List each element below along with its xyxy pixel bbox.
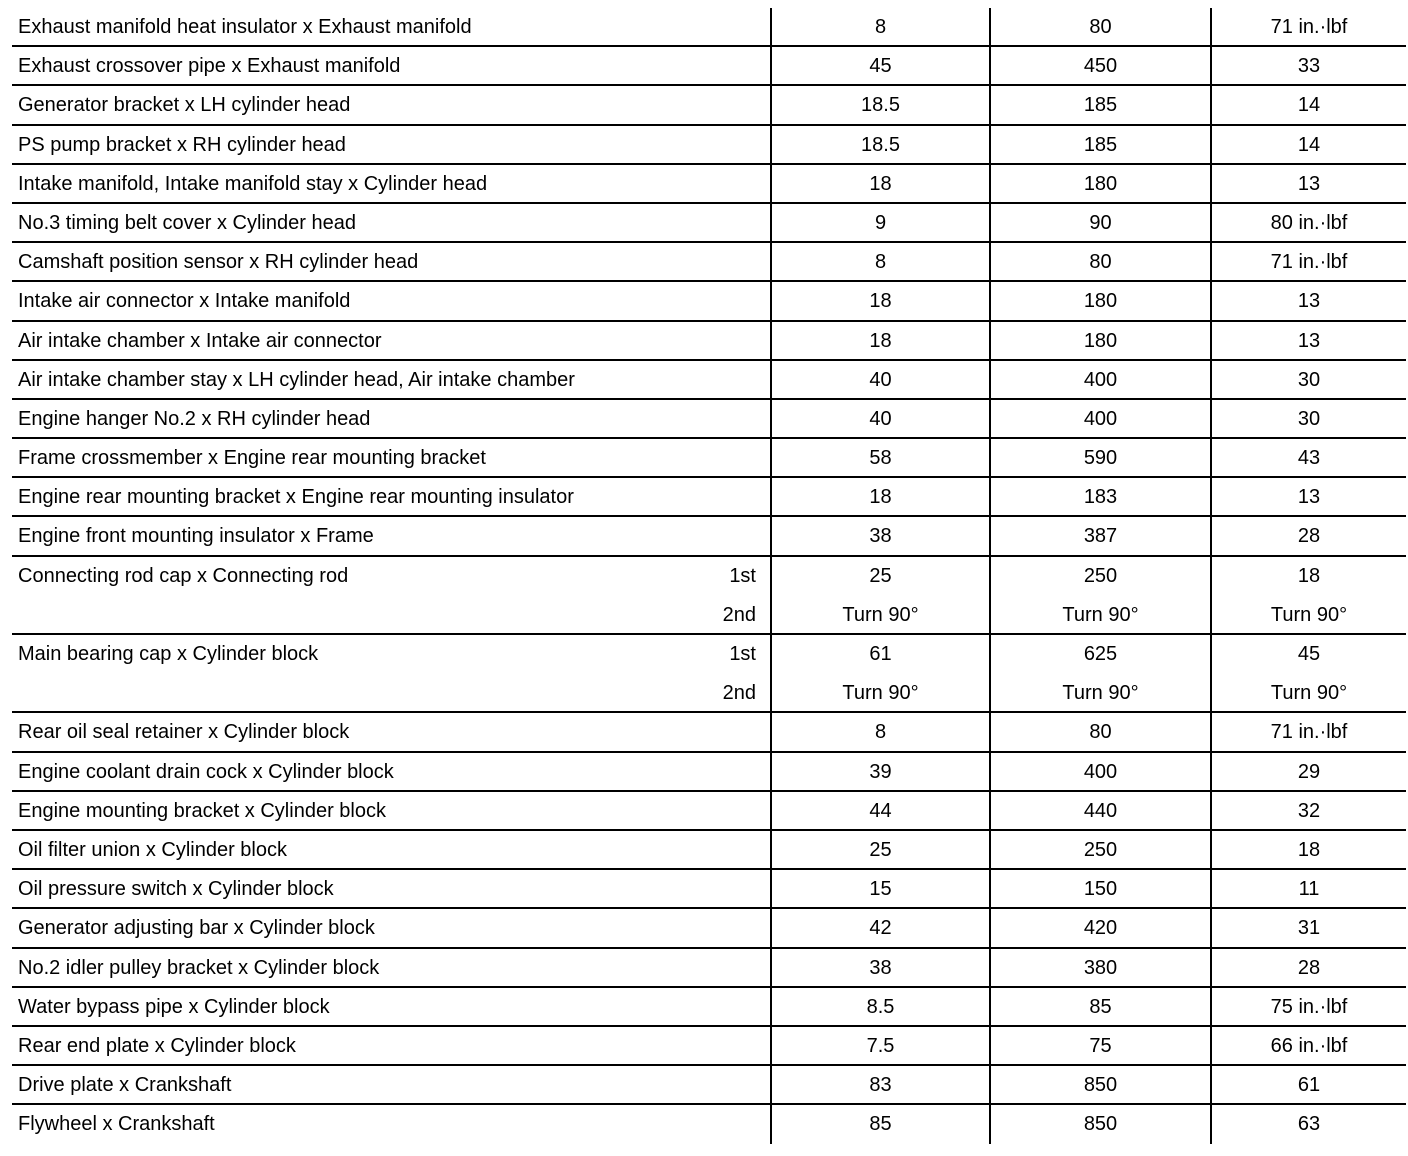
part-cell: [12, 596, 692, 633]
torque-nm-cell: Turn 90°: [770, 596, 989, 633]
part-cell: Frame crossmember x Engine rear mounting bracket: [18, 447, 486, 470]
table-row: [12, 204, 1406, 243]
table-row: [12, 949, 1406, 988]
part-cell: [12, 674, 692, 711]
part-cell: Engine rear mounting bracket x Engine rear mounting insulator: [18, 486, 574, 509]
table-row: [12, 8, 1406, 47]
step-cell: [692, 1066, 770, 1103]
part-cell: Rear oil seal retainer x Cylinder block: [18, 721, 350, 744]
torque-nm-cell: 39: [770, 753, 989, 790]
torque-ft-lbf-cell: 32: [1210, 792, 1406, 829]
torque-kgf-cm-cell: 400: [989, 361, 1210, 398]
part-cell: Intake air connector x Intake manifold: [18, 290, 351, 313]
part-cell: Engine front mounting insulator x Frame: [18, 525, 374, 548]
table-row: [12, 1066, 1406, 1105]
torque-kgf-cm-cell: 185: [989, 86, 1210, 123]
torque-kgf-cm-cell: 183: [989, 478, 1210, 515]
torque-ft-lbf-cell: 30: [1210, 400, 1406, 437]
torque-ft-lbf-cell: 13: [1210, 478, 1406, 515]
step-cell: [692, 400, 770, 437]
torque-nm-cell: 25: [770, 557, 989, 596]
torque-nm-cell: 15: [770, 870, 989, 907]
part-cell: Air intake chamber x Intake air connector: [18, 329, 382, 352]
part-cell: Camshaft position sensor x RH cylinder head: [18, 251, 419, 274]
torque-nm-cell: 8: [770, 713, 989, 750]
torque-ft-lbf-cell: Turn 90°: [1210, 596, 1406, 633]
step-cell: [692, 361, 770, 398]
torque-ft-lbf-cell: 75 in.·lbf: [1210, 988, 1406, 1025]
torque-nm-cell: 44: [770, 792, 989, 829]
step-cell: [692, 831, 770, 868]
table-row: [12, 753, 1406, 792]
torque-nm-cell: 85: [770, 1105, 989, 1144]
step-cell: [692, 909, 770, 946]
torque-nm-cell: 18: [770, 478, 989, 515]
torque-kgf-cm-cell: 400: [989, 753, 1210, 790]
torque-nm-cell: 18: [770, 322, 989, 359]
torque-kgf-cm-cell: 387: [989, 517, 1210, 554]
torque-kgf-cm-cell: 420: [989, 909, 1210, 946]
torque-ft-lbf-cell: 31: [1210, 909, 1406, 946]
torque-nm-cell: 40: [770, 400, 989, 437]
torque-nm-cell: 83: [770, 1066, 989, 1103]
part-cell: No.2 idler pulley bracket x Cylinder block: [18, 956, 380, 979]
step-cell: [692, 988, 770, 1025]
torque-kgf-cm-cell: 625: [989, 635, 1210, 674]
step-cell: [692, 1027, 770, 1064]
torque-kgf-cm-cell: 250: [989, 831, 1210, 868]
torque-spec-table: [12, 8, 1406, 1144]
torque-nm-cell: 18: [770, 282, 989, 319]
torque-kgf-cm-cell: 75: [989, 1027, 1210, 1064]
torque-kgf-cm-cell: 380: [989, 949, 1210, 986]
table-row: [12, 792, 1406, 831]
table-row: [12, 86, 1406, 125]
torque-nm-cell: 58: [770, 439, 989, 476]
torque-ft-lbf-cell: 28: [1210, 949, 1406, 986]
torque-nm-cell: 61: [770, 635, 989, 674]
part-cell: Engine mounting bracket x Cylinder block: [18, 799, 386, 822]
table-row: [12, 322, 1406, 361]
torque-kgf-cm-cell: Turn 90°: [989, 674, 1210, 711]
torque-kgf-cm-cell: 80: [989, 713, 1210, 750]
torque-kgf-cm-cell: 440: [989, 792, 1210, 829]
step-cell: [692, 282, 770, 319]
torque-kgf-cm-cell: 850: [989, 1105, 1210, 1144]
table-row: [12, 517, 1406, 556]
step-cell: [692, 8, 770, 45]
table-row: [12, 831, 1406, 870]
table-row: [12, 557, 1406, 596]
torque-kgf-cm-cell: 850: [989, 1066, 1210, 1103]
torque-ft-lbf-cell: 71 in.·lbf: [1210, 8, 1406, 45]
torque-kgf-cm-cell: 90: [989, 204, 1210, 241]
torque-nm-cell: 8: [770, 243, 989, 280]
step-cell: [692, 439, 770, 476]
step-cell: [692, 949, 770, 986]
torque-nm-cell: Turn 90°: [770, 674, 989, 711]
torque-ft-lbf-cell: 71 in.·lbf: [1210, 713, 1406, 750]
torque-kgf-cm-cell: 80: [989, 8, 1210, 45]
torque-nm-cell: 18.5: [770, 126, 989, 163]
torque-ft-lbf-cell: 63: [1210, 1105, 1406, 1144]
torque-kgf-cm-cell: 80: [989, 243, 1210, 280]
torque-nm-cell: 45: [770, 47, 989, 84]
table-row: [12, 478, 1406, 517]
part-cell: Exhaust crossover pipe x Exhaust manifold: [18, 55, 401, 78]
table-row: [12, 988, 1406, 1027]
part-cell: Air intake chamber stay x LH cylinder head, Air intake chamber: [18, 368, 575, 391]
table-row: [12, 361, 1406, 400]
table-row: [12, 243, 1406, 282]
part-cell: Drive plate x Crankshaft: [18, 1074, 232, 1097]
torque-ft-lbf-cell: 61: [1210, 1066, 1406, 1103]
torque-nm-cell: 42: [770, 909, 989, 946]
torque-ft-lbf-cell: 43: [1210, 439, 1406, 476]
torque-kgf-cm-cell: 85: [989, 988, 1210, 1025]
step-cell: 2nd: [722, 603, 756, 626]
table-row: [12, 126, 1406, 165]
part-cell: Oil filter union x Cylinder block: [18, 838, 287, 861]
torque-ft-lbf-cell: 29: [1210, 753, 1406, 790]
step-cell: [692, 322, 770, 359]
step-cell: [692, 1105, 770, 1144]
torque-nm-cell: 18.5: [770, 86, 989, 123]
torque-kgf-cm-cell: 180: [989, 282, 1210, 319]
torque-kgf-cm-cell: 180: [989, 165, 1210, 202]
part-cell: Rear end plate x Cylinder block: [18, 1034, 296, 1057]
torque-kgf-cm-cell: Turn 90°: [989, 596, 1210, 633]
step-cell: [692, 243, 770, 280]
part-cell: Generator adjusting bar x Cylinder block: [18, 917, 375, 940]
step-cell: [692, 47, 770, 84]
torque-ft-lbf-cell: 30: [1210, 361, 1406, 398]
part-cell: Main bearing cap x Cylinder block: [18, 643, 319, 665]
table-row: [12, 400, 1406, 439]
table-row: [12, 165, 1406, 204]
step-cell: [692, 478, 770, 515]
torque-kgf-cm-cell: 180: [989, 322, 1210, 359]
torque-ft-lbf-cell: 18: [1210, 557, 1406, 596]
torque-ft-lbf-cell: 66 in.·lbf: [1210, 1027, 1406, 1064]
table-row: [12, 596, 1406, 635]
torque-nm-cell: 8.5: [770, 988, 989, 1025]
torque-ft-lbf-cell: 33: [1210, 47, 1406, 84]
torque-nm-cell: 38: [770, 949, 989, 986]
part-cell: Water bypass pipe x Cylinder block: [18, 995, 330, 1018]
part-cell: Intake manifold, Intake manifold stay x Cylinder head: [18, 172, 488, 195]
torque-ft-lbf-cell: 14: [1210, 86, 1406, 123]
part-cell: Generator bracket x LH cylinder head: [18, 94, 351, 117]
step-cell: [692, 753, 770, 790]
table-row: [12, 909, 1406, 948]
step-cell: [692, 517, 770, 554]
torque-kgf-cm-cell: 150: [989, 870, 1210, 907]
torque-ft-lbf-cell: 18: [1210, 831, 1406, 868]
table-row: [12, 439, 1406, 478]
torque-kgf-cm-cell: 400: [989, 400, 1210, 437]
torque-kgf-cm-cell: 590: [989, 439, 1210, 476]
part-cell: No.3 timing belt cover x Cylinder head: [18, 211, 356, 234]
part-cell: PS pump bracket x RH cylinder head: [18, 133, 346, 156]
step-cell: [692, 204, 770, 241]
part-cell: Flywheel x Crankshaft: [18, 1113, 215, 1136]
part-cell: Oil pressure switch x Cylinder block: [18, 878, 334, 901]
table-row: [12, 47, 1406, 86]
step-cell: [692, 126, 770, 163]
table-row: [12, 674, 1406, 713]
step-cell: [692, 870, 770, 907]
step-cell: 1st: [729, 564, 756, 587]
table-row: [12, 635, 1406, 674]
torque-nm-cell: 7.5: [770, 1027, 989, 1064]
torque-nm-cell: 18: [770, 165, 989, 202]
torque-ft-lbf-cell: 13: [1210, 322, 1406, 359]
table-row: [12, 1105, 1406, 1144]
part-cell: Engine hanger No.2 x RH cylinder head: [18, 407, 371, 430]
torque-ft-lbf-cell: 71 in.·lbf: [1210, 243, 1406, 280]
step-cell: 1st: [729, 643, 756, 665]
torque-ft-lbf-cell: 28: [1210, 517, 1406, 554]
torque-kgf-cm-cell: 185: [989, 126, 1210, 163]
torque-ft-lbf-cell: 13: [1210, 282, 1406, 319]
part-cell: Connecting rod cap x Connecting rod: [18, 564, 349, 587]
step-cell: [692, 165, 770, 202]
torque-ft-lbf-cell: 80 in.·lbf: [1210, 204, 1406, 241]
torque-nm-cell: 38: [770, 517, 989, 554]
table-row: [12, 713, 1406, 752]
part-cell: Engine coolant drain cock x Cylinder block: [18, 760, 394, 783]
part-cell: Exhaust manifold heat insulator x Exhaust manifold: [18, 16, 472, 38]
table-row: [12, 870, 1406, 909]
torque-nm-cell: 25: [770, 831, 989, 868]
torque-kgf-cm-cell: 250: [989, 557, 1210, 596]
step-cell: [692, 713, 770, 750]
torque-nm-cell: 9: [770, 204, 989, 241]
torque-nm-cell: 40: [770, 361, 989, 398]
step-cell: [692, 792, 770, 829]
torque-ft-lbf-cell: 14: [1210, 126, 1406, 163]
torque-kgf-cm-cell: 450: [989, 47, 1210, 84]
table-row: [12, 1027, 1406, 1066]
torque-ft-lbf-cell: 13: [1210, 165, 1406, 202]
torque-ft-lbf-cell: Turn 90°: [1210, 674, 1406, 711]
torque-ft-lbf-cell: 11: [1210, 870, 1406, 907]
step-cell: [692, 86, 770, 123]
table-row: [12, 282, 1406, 321]
torque-nm-cell: 8: [770, 8, 989, 45]
torque-ft-lbf-cell: 45: [1210, 635, 1406, 674]
step-cell: 2nd: [722, 682, 756, 705]
